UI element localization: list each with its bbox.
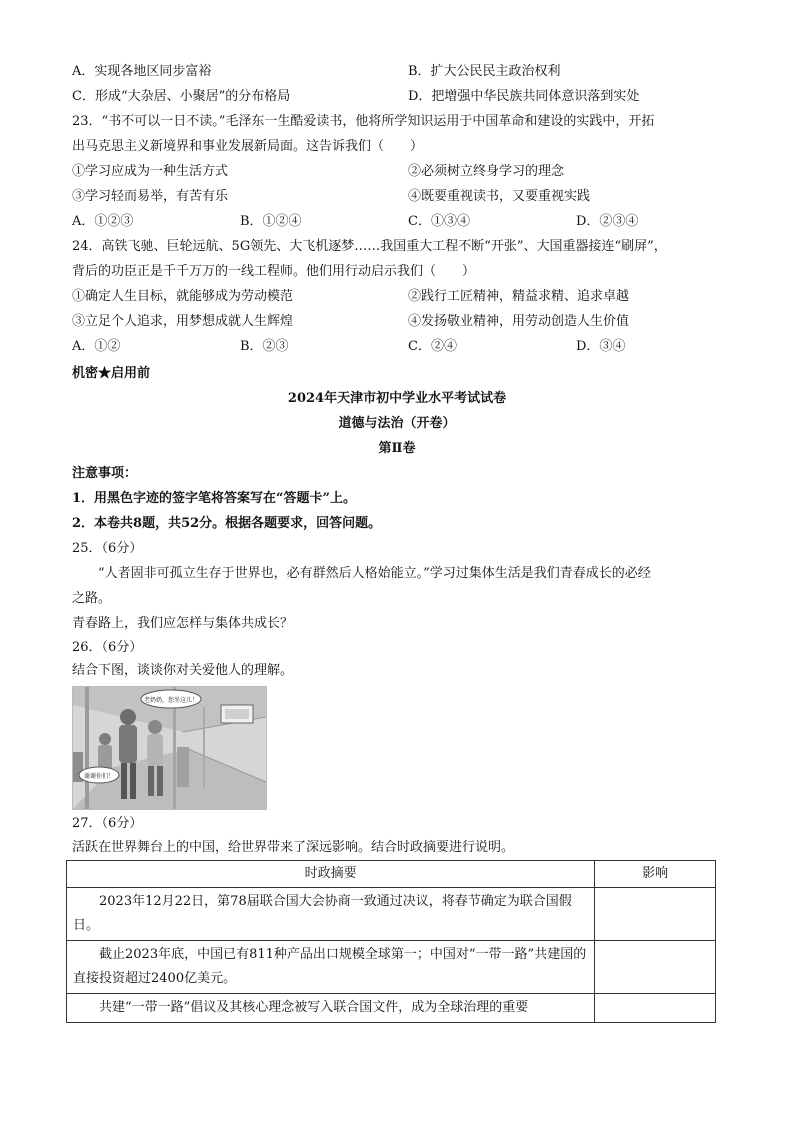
q24-choice-b: B．②③: [240, 339, 289, 354]
q27-number: 27．（6分）: [72, 816, 143, 831]
summary-cell: 2023年12月22日，第78届联合国大会协商一致通过决议，将春节确定为联合国假日。: [67, 888, 595, 941]
q22-options-row2: [72, 87, 732, 107]
q22-option-b: B．扩大公民民主政治权利: [408, 64, 561, 79]
impact-cell[interactable]: [595, 941, 716, 994]
q24-stem-line1: 24．高铁飞驰、巨轮远航、5G领先、大飞机逐梦……我国重大工程不断“开张”、大国重器接连“刷屏”，: [72, 239, 667, 254]
q22-option-a: A．实现各地区同步富裕: [72, 64, 212, 79]
bubble-text-2: 谢谢你们！: [83, 773, 115, 780]
table-header-row: [67, 861, 716, 888]
summary-cell: 截止2023年底，中国已有811种产品出口规模全球第一；中国对“一带一路”共建国的直接投资超过2400亿美元。: [67, 941, 595, 994]
table-row: [67, 888, 716, 941]
q24-statement-4: ④发扬敬业精神，用劳动创造人生价值: [408, 314, 630, 329]
q24-choices: [72, 337, 732, 357]
confidential-label: 机密★启用前: [72, 366, 151, 381]
q23-choice-d: D．②③④: [576, 214, 639, 229]
notice-heading: 注意事项：: [72, 466, 138, 481]
news-summary-table: [66, 860, 716, 1023]
q25-number: 25．（6分）: [72, 541, 143, 556]
subway-illustration: [72, 686, 267, 810]
q23-choices: [72, 212, 732, 232]
impact-cell[interactable]: [595, 994, 716, 1023]
notice-item-1: 1．用黑色字迹的签字笔将答案写在“答题卡”上。: [72, 491, 357, 506]
q23-statement-1: ①学习应成为一种生活方式: [72, 164, 229, 179]
q24-choice-a: A．①②: [72, 339, 121, 354]
table-row: [67, 941, 716, 994]
volume-title: 第Ⅱ卷: [378, 441, 416, 456]
subject-title: 道德与法治（开卷）: [338, 416, 456, 431]
q24-statement-2: ②践行工匠精神，精益求精、追求卓越: [408, 289, 630, 304]
q23-stem-line2: 出马克思主义新境界和事业发展新局面。这告诉我们（ ）: [72, 139, 424, 154]
q23-stem-line1: 23．“书不可以一日不读。”毛泽东一生酷爱读书，他将所学知识运用于中国革命和建设的实践中，开拓: [72, 114, 655, 129]
q24-choice-d: D．③④: [576, 339, 626, 354]
q23-statements-row2: [72, 187, 732, 207]
q22-option-d: D．把增强中华民族共同体意识落到实处: [408, 89, 640, 104]
q27-prompt: 活跃在世界舞台上的中国，给世界带来了深远影响。结合时政摘要进行说明。: [72, 840, 515, 855]
header-summary: 时政摘要: [67, 861, 595, 888]
q25-question: 青春路上，我们应怎样与集体共成长？: [72, 616, 294, 631]
q24-stem-line2: 背后的功臣正是千千万万的一线工程师。他们用行动启示我们（ ）: [72, 264, 476, 279]
q24-statements-row2: [72, 312, 732, 332]
q22-options-row1: [72, 62, 732, 82]
q23-choice-a: A．①②③: [72, 214, 134, 229]
q26-number: 26．（6分）: [72, 640, 143, 655]
header-impact: 影响: [595, 861, 716, 888]
q24-statement-3: ③立足个人追求，用梦想成就人生辉煌: [72, 314, 294, 329]
q26-prompt: 结合下图，谈谈你对关爱他人的理解。: [72, 663, 294, 678]
q24-choice-c: C．②④: [408, 339, 457, 354]
q24-statement-1: ①确定人生目标，就能够成为劳动模范: [72, 289, 294, 304]
q23-statements-row1: [72, 162, 732, 182]
q24-statements-row1: [72, 287, 732, 307]
notice-item-2: 2．本卷共8题，共52分。根据各题要求，回答问题。: [72, 516, 382, 531]
summary-cell: 共建“一带一路”倡议及其核心理念被写入联合国文件，成为全球治理的重要: [67, 994, 595, 1023]
q23-statement-3: ③学习轻而易举，有苦有乐: [72, 189, 229, 204]
q22-option-c: C．形成“大杂居、小聚居”的分布格局: [72, 89, 291, 104]
q23-statement-2: ②必须树立终身学习的理念: [408, 164, 565, 179]
table-row: [67, 994, 716, 1023]
q23-statement-4: ④既要重视读书，又要重视实践: [408, 189, 591, 204]
q23-choice-c: C．①③④: [408, 214, 470, 229]
q23-choice-b: B．①②④: [240, 214, 302, 229]
q25-quote-cont: 之路。: [72, 591, 112, 606]
impact-cell[interactable]: [595, 888, 716, 941]
bubble-text-1: 老奶奶，您坐这儿！: [143, 697, 199, 704]
exam-title: 2024年天津市初中学业水平考试试卷: [287, 391, 507, 406]
q25-quote: “人者固非可孤立生存于世界也，必有群然后人格始能立。”学习过集体生活是我们青春成长的必经: [98, 566, 651, 581]
